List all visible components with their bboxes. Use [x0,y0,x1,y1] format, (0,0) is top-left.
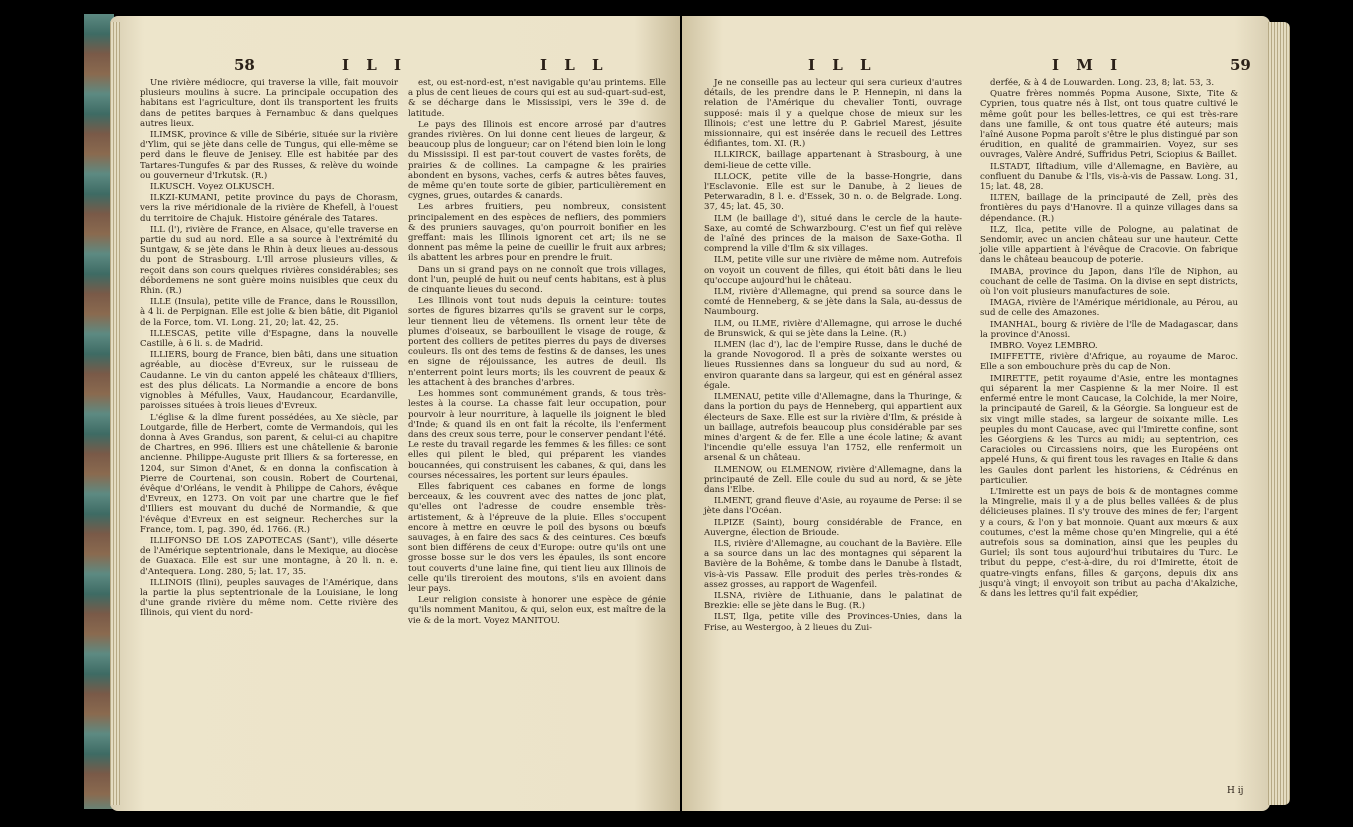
dictionary-entry: derfée, & à 4 de Louwarden. Long. 23, 8; lat. 53, 3. [990,78,1215,88]
dictionary-entry: ILMENT, grand fleuve d'Asie, au royaume de Perse: il se jète dans l'Océan. [704,496,962,517]
right-page [682,16,1270,811]
dictionary-entry: ILM, ou ILME, rivière d'Allemagne, qui arrose le duché de Brunswick, & qui se jète dans la Leine. (R.) [704,318,962,339]
dictionary-entry: Leur religion consiste à honorer une espèce de génie qu'ils nomment Manitou, & qui, selon eux, est maître de la vie & de la mort. Voyez MANITOU. [408,595,666,626]
right-col2-header: I M I [1052,56,1124,74]
dictionary-entry: ILMENAU, petite ville d'Allemagne, dans la Thuringe, & dans la portion du pays de Henneberg, qui appartient aux électeurs de Saxe. Elle est sur la rivière d'Ilm, & préside à un baillage, autrefois beaucoup plus considérable par ses mines d'argent & de fer. Elle a une école latine; & avant l'incendie qu'elle essuya l'an 1752, elle renfermoit un arsenal & un château. [704,392,962,464]
dictionary-entry: IMIRETTE, petit royaume d'Asie, entre les montagnes qui séparent la mer Caspienne & la mer Noire. Il est enfermé entre le mont Caucase, la Colchide, la mer Noire, la principauté de Gareil, & la Géorgie. Sa longueur est de six vingt mille stades, sa largeur de soixante mille. Les peuples du mont Caucase, avec qui l'Imirette confine, sont les Géorgiens & les Turcs au midi; au septentrion, ces Caracioles ou Circassiens noirs, que les Européens ont appelé Huns, & qui firent tous les ravages en Italie & dans les Gaules dont parlent les historiens, & Cédrénus en particulier. [980,373,1238,486]
dictionary-entry: Dans un si grand pays on ne connoît que trois villages, dont l'un, peuplé de huit ou neuf cents habitans, est à plus de cinquante lieues du second. [408,264,666,296]
dictionary-entry: ILS, rivière d'Allemagne, au couchant de la Bavière. Elle a sa source dans un lac des montagnes qui séparent la Bavière de la Bohême, & tombe dans le Danube à Ilstadt, vis-à-vis Passaw. Elle produit des perles très-rondes & assez grosses, au rapport de Wagenfeil. [704,538,962,590]
dictionary-entry: ILTEN, baillage de la principauté de Zell, près des frontières du pays d'Hanovre. Il a quinze villages dans sa dépendance. (R.) [980,193,1238,224]
left-page-number: 58 [234,56,255,74]
left-col1-header: I L I [342,56,408,74]
dictionary-entry: Les hommes sont communément grands, & tous très-lestes à la course. La chasse fait leur occupation, pour pourvoir à leur nourriture, à laquelle ils joignent le bled d'Inde; & quand ils en ont fait la récolte, ils l'enferment dans des creux sous terre, pour le conserver pendant l'été. Le reste du travail regarde les femmes & les filles: ce sont elles qui pilent le bled, qui préparent les viandes boucannées, qui construisent les cabanes, & qui, dans les courses nécessaires, les portent sur leurs épaules. [408,389,666,481]
signature-mark: H ij [1227,786,1244,796]
dictionary-entry: IMABA, province du Japon, dans l'île de Niphon, au couchant de celle de Tasima. On la divise en sept districts, où l'on voit plusieurs manufactures de soie. [980,266,1238,298]
dictionary-entry: est, ou est-nord-est, n'est navigable qu'au printems. Elle a plus de cent lieues de cours qui est au sud-quart-sud-est, & se décharge dans le Mississipi, vers le 39e d. de latitude. [408,78,666,119]
right-col1-header: I L L [808,56,877,74]
dictionary-entry: IMAGA, rivière de l'Amérique méridionale, au Pérou, au sud de celle des Amazones. [980,298,1238,319]
left-page [110,16,680,811]
right-column-1 [704,78,962,634]
dictionary-entry: ILKUSCH. Voyez OLKUSCH. [150,182,275,193]
dictionary-entry: ILLKIRCK, baillage appartenant à Strasbourg, à une demi-lieue de cette ville. [704,150,962,171]
dictionary-entry: Les Illinois vont tout nuds depuis la ceinture: toutes sortes de figures bizarres qu'ils se gravent sur le corps, leur tiennent lieu de vêtemens. Ils ornent leur tête de plumes d'oiseaux, se barbouillent le visage de rouge, & portent des colliers de petites pierres du pays de diverses couleurs. Ils ont des tems de festins & de danses, les unes en signe de réjouissance, les autres de deuil. Ils n'enterrent point leurs morts; ils les couvrent de peaux & les attachent à des branches d'arbres. [408,296,666,388]
dictionary-entry: Une rivière médiocre, qui traverse la ville, fait mouvoir plusieurs moulins à sucre. La principale occupation des habitans est l'agriculture, dont ils transportent les fruits dans de petites barques à Fernambuc & dans quelques autres lieux. [140,78,398,129]
dictionary-entry: IMIFFETTE, rivière d'Afrique, au royaume de Maroc. Elle a son embouchure près du cap de Non. [980,352,1238,373]
dictionary-entry: ILM, rivière d'Allemagne, qui prend sa source dans le comté de Henneberg, & se jète dans la Sala, au-dessus de Naumbourg. [704,287,962,318]
dictionary-entry: ILLIFONSO DE LOS ZAPOTECAS (Sant'), ville déserte de l'Amérique septentrionale, dans le Mexique, au diocèse de Guaxaca. Elle est sur une montagne, à 20 li. n. e. d'Antequera. Long. 280, 5; lat. 17, 35. [140,535,398,577]
dictionary-entry: IMANHAL, bourg & rivière de l'île de Madagascar, dans la province d'Anossi. [980,319,1238,340]
dictionary-entry: ILST, Ilga, petite ville des Provinces-Unies, dans la Frise, au Westergoo, à 2 lieues du Zui- [704,612,962,633]
dictionary-entry: Je ne conseille pas au lecteur qui sera curieux d'autres détails, de les prendre dans le P. Hennepin, ni dans la relation de l'Amérique du chevalier Tonti, ouvrage supposé: mais il y a quelque chose de mieux sur les Illinois; c'est une lettre du P. Gabriel Marest, jésuite missionnaire, qui est insérée dans le recueil des Lettres édifiantes, tom. XI. (R.) [704,78,962,150]
dictionary-entry: Elles fabriquent ces cabanes en forme de longs berceaux, & les couvrent avec des nattes de jonc plat, qu'elles ont l'adresse de coudre ensemble très-artistement, & à l'épreuve de la pluie. Elles s'occupent encore à mettre en œuvre le poil des bysons ou bœufs sauvages, à en faire des sacs & des ceintures. Ces bœufs sont bien différens de ceux d'Europe: outre qu'ils ont une grosse bosse sur le dos vers les épaules, ils sont encore tout couverts d'une laine fine, qui tient lieu aux Illinois de celle qu'ils tireroient des moutons, s'ils en avoient dans leur pays. [408,481,666,594]
dictionary-entry: ILSTADT, Ilftadium, ville d'Allemagne, en Bavière, au confluent du Danube & l'Ils, vis-à-vis de Passaw. Long. 31, 15; lat. 48, 28. [980,161,1238,193]
dictionary-entry: ILM, petite ville sur une rivière de même nom. Autrefois on voyoit un couvent de filles, qui étoit bâti dans le lieu qu'occupe aujourd'hui le château. [704,255,962,286]
left-column-2 [408,78,666,627]
dictionary-entry: Quatre frères nommés Popma Ausone, Sixte, Tite & Cyprien, tous quatre nés à Ilst, ont tous quatre cultivé le même goût pour les belles-lettres, ce qui est très-rare dans une famille, & ont tous quatre été auteurs; mais l'aîné Ausone Popma paroît s'être le plus distingué par son érudition, en qualité de grammairien. Voyez, sur ses ouvrages, Valère André, Suffridus Petri, Sciopius & Baillet. [980,89,1238,161]
dictionary-entry: ILLINOIS (Ilini), peuples sauvages de l'Amérique, dans la partie la plus septentrionale de la Louisiane, le long d'une grande rivière du même nom. Cette rivière des Illinois, qui vient du nord- [140,577,398,619]
left-column-1 [140,78,398,620]
left-col2-header: I L L [540,56,609,74]
dictionary-entry: L'église & la dîme furent possédées, au Xe siècle, par Loutgarde, fille de Herbert, comte de Vermandois, qui les donna à Aves Grandus, son parent, & celui-ci au chapitre de Chartres, en 996. Illiers est une châtellenie & baronie ancienne. Philippe-Auguste prit Illiers & sa forteresse, en 1204, sur Simon d'Anet, & en donna la confiscation à Pierre de Courtenai, son cousin. Robert de Courtenai, évêque d'Orléans, le vendit à Philippe de Cahors, évêque d'Evreux, en 1273. On voit par une chartre que le fief d'Illiers est mouvant du duché de Normandie, & que l'évêque d'Evreux en est seigneur. Recherches sur la France, tom. I, pag. 390, éd. 1766. (R.) [140,412,398,535]
right-page-edges [1268,22,1290,805]
dictionary-entry: ILZ, Ilca, petite ville de Pologne, au palatinat de Sendomir, avec un ancien château sur une hauteur. Cette jolie ville appartient à l'évêque de Cracovie. On fabrique dans le château beaucoup de poterie. [980,224,1238,266]
dictionary-entry: ILPIZE (Saint), bourg considérable de France, en Auvergne, élection de Brioude. [704,517,962,538]
dictionary-entry: ILKZI-KUMANI, petite province du pays de Chorasm, vers la rive méridionale de la rivière de Khefell, à l'ouest du territoire de Chajuk. Histoire générale des Tatares. [140,193,398,224]
dictionary-entry: ILSNA, rivière de Lithuanie, dans le palatinat de Brezkie: elle se jète dans le Bug. (R.) [704,590,962,612]
dictionary-entry: L'Imirette est un pays de bois & de montagnes comme la Mingrelie, mais il y a de plus belles vallées & de plus délicieuses plaines. Il s'y trouve des mines de fer; l'argent y a cours, & l'on y bat monnoie. Quant aux mœurs & aux coutumes, c'est la même chose qu'en Mingrelie, qui a été autrefois sous sa domination, ainsi que les peuples du Guriel; ils sont tous aujourd'hui tributaires du Turc. Le tribut du peppe, c'est-à-dire, du roi d'Imirette, étoit de quatre-vingts enfans, filles & garçons, depuis dix ans jusqu'à vingt; il envoyoit son tribut au pacha d'Akalziche, & dans les lettres qu'il fait expédier, [980,486,1238,599]
dictionary-entry: ILLESCAS, petite ville d'Espagne, dans la nouvelle Castille, à 6 li. s. de Madrid. [140,328,398,350]
right-column-2 [980,78,1238,600]
dictionary-entry: ILLIERS, bourg de France, bien bâti, dans une situation agréable, au diocèse d'Evreux, sur le ruisseau de Caudanne. Le vin du canton appelé les châteaux d'Illiers, est des plus délicats. La Normandie a encore de bons vignobles à Méfulles, Vaux, Haudancour, Ecardanville, paroisses situées à trois lieues d'Evreux. [140,350,398,412]
dictionary-entry: ILIMSK, province & ville de Sibérie, située sur la rivière d'Ylim, qui se jète dans celle de Tungus, qui elle-même se perd dans le fleuve de Jenisey. Elle est habitée par des Tartares-Tungufes & par des Russes, & relève du woinde ou gouverneur d'Irkutsk. (R.) [140,130,398,181]
dictionary-entry: ILLOCK, petite ville de la basse-Hongrie, dans l'Esclavonie. Elle est sur le Danube, à 2 lieues de Peterwaradin, 8 l. e. d'Essek, 30 n. o. de Belgrade. Long. 37, 45; lat. 45, 30. [704,171,962,213]
dictionary-entry: Le pays des Illinois est encore arrosé par d'autres grandes rivières. On lui donne cent lieues de largeur, & beaucoup plus de longueur; car on l'étend bien loin le long du Mississipi. Il est par-tout couvert de vastes forêts, de prairies & de collines. La campagne & les prairies abondent en bysons, vaches, cerfs & autres bêtes fauves, de même qu'en toute sorte de gibier, particulièrement en cygnes, grues, outardes & canards. [408,119,666,202]
left-page-edges [110,22,120,805]
dictionary-entry: ILMENOW, ou ELMENOW, rivière d'Allemagne, dans la principauté de Zell. Elle coule du sud au nord, & se jète dans l'Elbe. [704,464,962,495]
dictionary-entry: ILMEN (lac d'), lac de l'empire Russe, dans le duché de la grande Novogorod. Il a près de soixante werstes ou lieues Russiennes dans sa longueur du sud au nord, & environ quarante dans sa largeur, qui est en général assez égale. [704,340,962,391]
dictionary-entry: ILM (le baillage d'), situé dans le cercle de la haute-Saxe, au comté de Schwarzbourg. C'est un fief qui relève de l'aîné des princes de la maison de Saxe-Gotha. Il comprend la ville d'Ilm & six villages. [704,213,962,255]
dictionary-entry: ILLE (Insula), petite ville de France, dans le Roussillon, à 4 li. de Perpignan. Elle est jolie & bien bâtie, dit Piganiol de la Force, tom. VI. Long. 21, 20; lat. 42, 25. [140,297,398,328]
right-page-number: 59 [1230,56,1251,74]
dictionary-entry: ILL (l'), rivière de France, en Alsace, qu'elle traverse en partie du sud au nord. Elle a sa source à l'extrémité du Suntgaw, & se jète dans le Rhin à deux lieues au-dessous du pont de Strasbourg. L'Ill arrose plusieurs villes, & reçoit dans son cours quelques rivières considérables; ses débordemens ne sont guère moins nuisibles que ceux du Rhin. (R.) [140,224,398,297]
dictionary-entry: IMBRO. Voyez LEMBRO. [990,341,1098,352]
dictionary-entry: Les arbres fruitiers, peu nombreux, consistent principalement en des espèces de nefliers, des pommiers & des pruniers sauvages, qu'on pourroit bonifier en les greffant: mais les Illinois ignorent cet art; ils ne se donnent pas même la peine de cueillir le fruit aux arbres; ils abattent les arbres pour en prendre le fruit. [408,202,666,264]
